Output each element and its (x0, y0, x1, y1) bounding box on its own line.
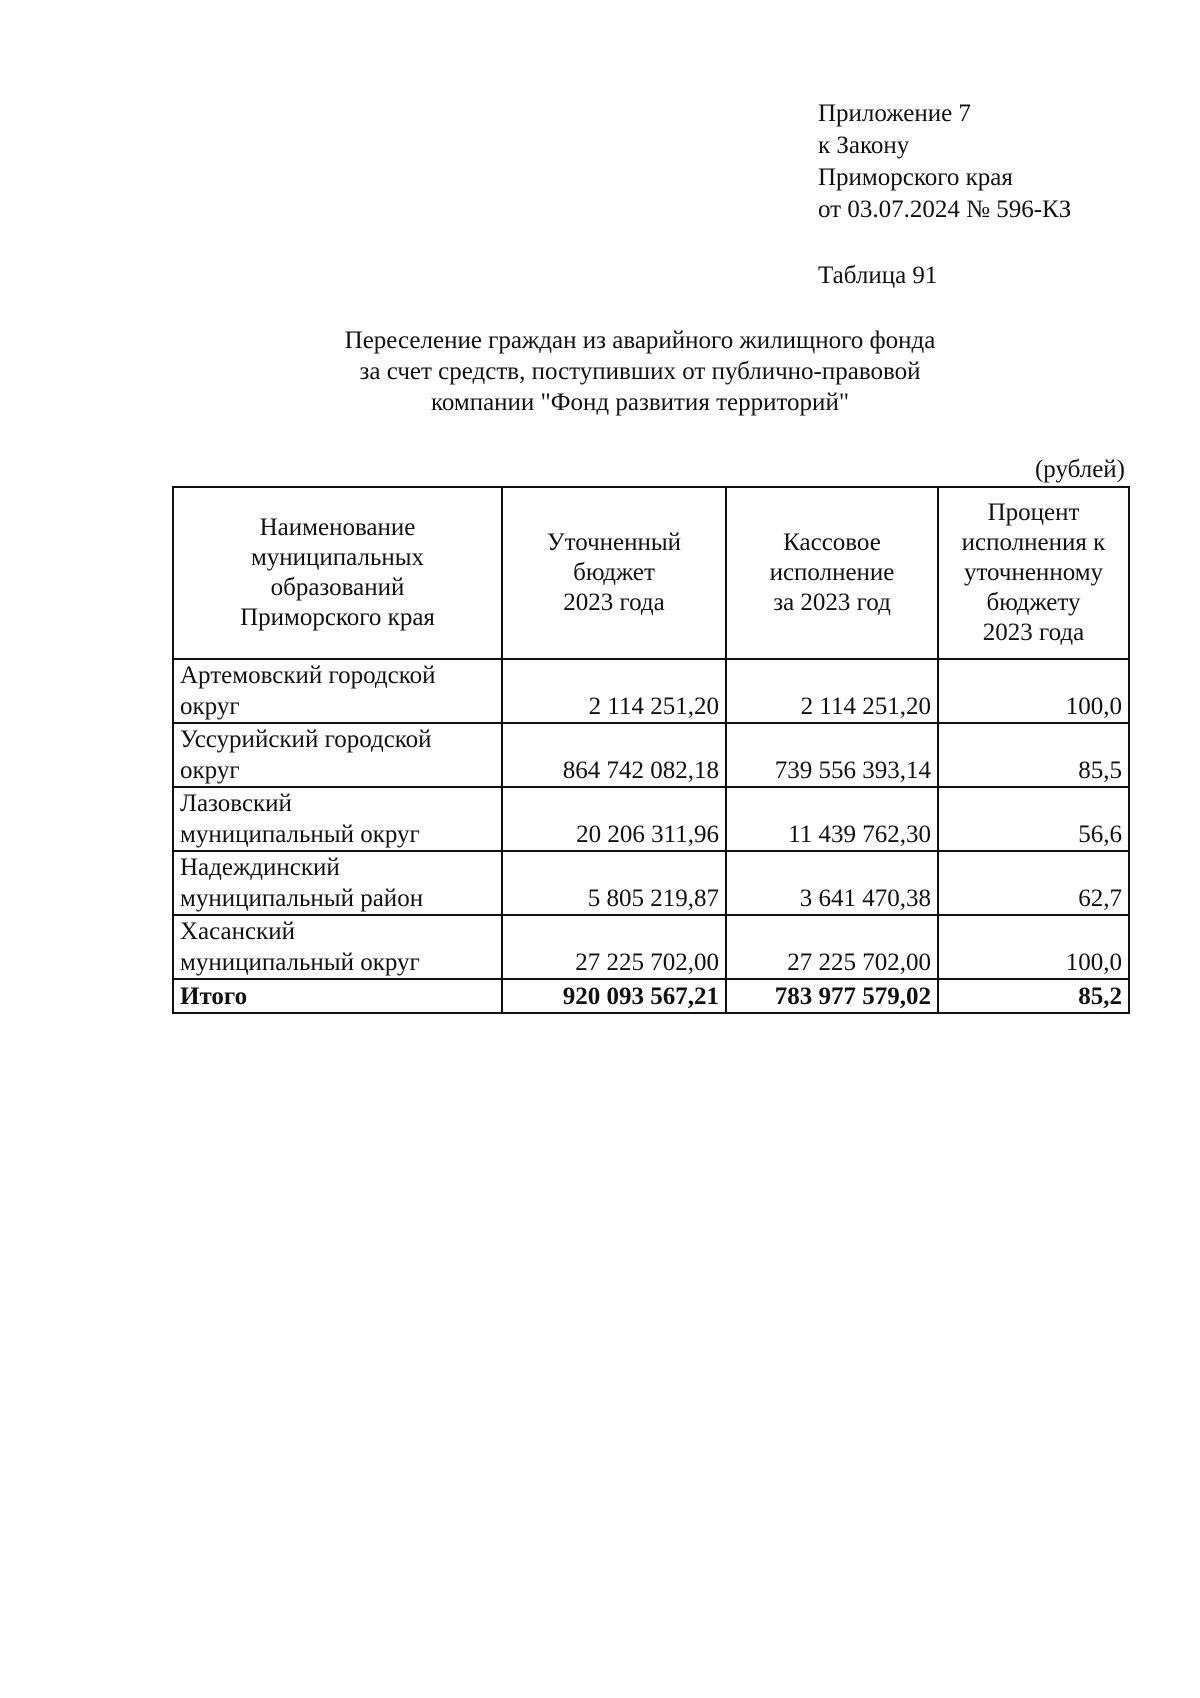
header-line: Наименование (259, 514, 416, 541)
budget-table (172, 486, 1130, 1014)
appendix-line: Приморского края (818, 164, 1013, 191)
header-line: уточненному (963, 559, 1104, 586)
name-line: Уссурийский городской (180, 726, 432, 753)
row-percent: 100,0 (938, 659, 1129, 723)
header-line: исполнения к (961, 529, 1106, 556)
header-budget (502, 487, 726, 659)
name-line: муниципальный округ (180, 949, 420, 976)
table-row (173, 723, 1129, 787)
total-name: Итого (173, 979, 502, 1013)
header-name (173, 487, 502, 659)
row-name (173, 723, 502, 787)
total-budget: 920 093 567,21 (502, 979, 726, 1013)
row-cash: 739 556 393,14 (726, 723, 938, 787)
row-cash: 3 641 470,38 (726, 851, 938, 915)
row-cash: 27 225 702,00 (726, 915, 938, 979)
table-number: Таблица 91 (818, 262, 938, 289)
row-budget: 5 805 219,87 (502, 851, 726, 915)
table-row (173, 851, 1129, 915)
row-percent: 100,0 (938, 915, 1129, 979)
title-line: за счет средств, поступивших от публично-правовой (359, 358, 921, 385)
row-name (173, 659, 502, 723)
name-line: Хасанский (180, 918, 296, 945)
header-line: Кассовое (783, 529, 881, 556)
row-percent: 85,5 (938, 723, 1129, 787)
row-name (173, 915, 502, 979)
header-line: Процент (987, 499, 1080, 526)
name-line: муниципальный район (180, 885, 424, 912)
table-row (173, 915, 1129, 979)
row-budget: 864 742 082,18 (502, 723, 726, 787)
table-row (173, 787, 1129, 851)
row-percent: 56,6 (938, 787, 1129, 851)
row-cash: 11 439 762,30 (726, 787, 938, 851)
row-budget: 27 225 702,00 (502, 915, 726, 979)
header-line: Уточненный (546, 529, 682, 556)
table-total-row (173, 979, 1129, 1013)
name-line: Лазовский (180, 790, 292, 817)
appendix-block (818, 98, 1071, 226)
header-percent (938, 487, 1129, 659)
appendix-line: к Закону (818, 132, 910, 159)
table-row (173, 659, 1129, 723)
row-budget: 2 114 251,20 (502, 659, 726, 723)
row-budget: 20 206 311,96 (502, 787, 726, 851)
name-line: муниципальный округ (180, 821, 420, 848)
header-line: за 2023 год (773, 589, 891, 616)
units-label: (рублей) (1034, 456, 1125, 483)
title-line: Переселение граждан из аварийного жилищного фонда (344, 327, 936, 354)
title-line: компании "Фонд развития территорий" (430, 389, 850, 416)
header-line: 2023 года (982, 619, 1085, 646)
header-line: исполнение (769, 559, 895, 586)
document-title (200, 325, 1080, 418)
name-line: округ (180, 757, 240, 784)
row-name (173, 787, 502, 851)
header-line: образований (270, 574, 405, 601)
table-header-row (173, 487, 1129, 659)
row-cash: 2 114 251,20 (726, 659, 938, 723)
total-percent: 85,2 (938, 979, 1129, 1013)
appendix-line: от 03.07.2024 № 596-КЗ (818, 196, 1072, 223)
name-line: Надеждинский (180, 854, 340, 881)
header-line: 2023 года (563, 589, 665, 616)
appendix-line: Приложение 7 (818, 100, 971, 127)
row-name (173, 851, 502, 915)
header-line: бюджету (986, 589, 1081, 616)
row-percent: 62,7 (938, 851, 1129, 915)
header-cash (726, 487, 938, 659)
header-line: Приморского края (240, 604, 435, 631)
header-line: муниципальных (250, 544, 425, 571)
header-line: бюджет (573, 559, 655, 586)
name-line: округ (180, 693, 240, 720)
total-cash: 783 977 579,02 (726, 979, 938, 1013)
name-line: Артемовский городской (180, 662, 436, 689)
